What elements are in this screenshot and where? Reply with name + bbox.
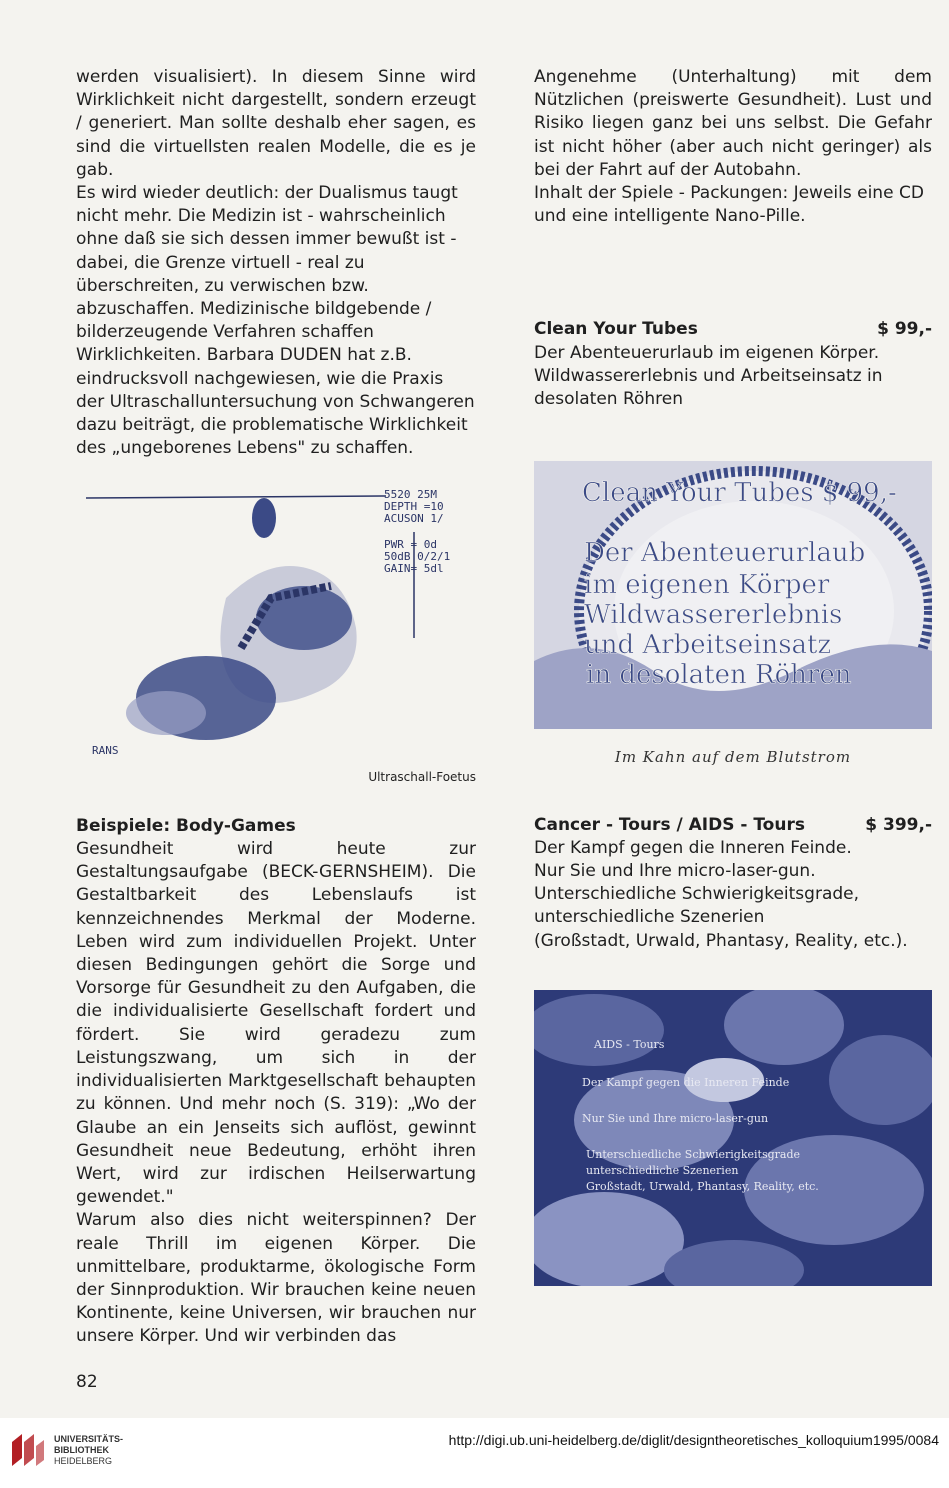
library-name-line: HEIDELBERG	[54, 1456, 113, 1466]
overlay-text: GAIN= 5dl	[384, 562, 444, 576]
overlay-text: 5520 25M	[384, 488, 437, 502]
image-text: Der Abenteuerurlaub	[584, 538, 866, 569]
image-text: und Arbeitseinsatz	[584, 630, 832, 661]
paragraph: Inhalt der Spiele - Packungen: Jeweils eine CD und eine intelligente Nano-Pille.	[534, 183, 924, 227]
paragraph: Es wird wieder deutlich: der Dualismus taugt nicht mehr. Die Medizin ist - wahrscheinlich ohne daß sie sich dessen immer bewußt ist - dabei, die Grenze virtuell - real zu überschreiten, zu verwischen bzw. abzuschaffen. Medizinische bildgebende / bilderzeugende Verfahren schaffen Wirklichkeiten. Barbara DUDEN hat z.B. eindrucksvoll nachgewiesen, wie die Praxis der Ultraschalluntersuchung von Schwangeren dazu beiträgt, die problematische Wirklichkeit des „ungeborenes Lebens" zu schaffen.	[76, 183, 475, 459]
overlay-text: PWR = 0d	[384, 538, 437, 552]
image-text: in desolaten Röhren	[586, 660, 852, 691]
image-text: AIDS - Tours	[594, 1037, 665, 1051]
image-text: Großstadt, Urwald, Phantasy, Reality, etc.	[586, 1179, 819, 1193]
image-text: unterschiedliche Szenerien	[586, 1163, 739, 1177]
paragraph: Warum also dies nicht weiterspinnen? Der reale Thrill im eigenen Körper. Die unmittelbare, produktarme, ökologische Form der Sinnproduktion. Wir brauchen keine neuen Kontinente, keine Universen, wir brauchen nur unsere Körper. Und wir verbinden das	[76, 1210, 476, 1347]
library-name	[54, 1434, 123, 1467]
product-name: Cancer - Tours / AIDS - Tours	[534, 814, 805, 835]
source-url-link[interactable]: http://digi.ub.uni-heidelberg.de/diglit/designtheoretisches_kolloquium1995/0084	[448, 1432, 939, 1448]
image-text: Unterschiedliche Schwierigkeitsgrade	[586, 1147, 801, 1161]
paragraph: werden visualisiert). In diesem Sinne wird Wirklichkeit nicht dargestellt, sondern erzeugt / generiert. Man sollte deshalb eher sagen, es sind die virtuellsten realen Modelle, die es je gab.	[76, 67, 476, 180]
image-text: Nur Sie und Ihre micro-laser-gun	[582, 1111, 769, 1125]
ultrasound-image	[76, 488, 476, 756]
left-column	[76, 66, 476, 1349]
product-description-line: Unterschiedliche Schwierigkeitsgrade, unterschiedliche Szenerien	[534, 884, 860, 928]
product-description-line: Der Kampf gegen die Inneren Feinde.	[534, 837, 852, 858]
product-description-line: (Großstadt, Urwald, Phantasy, Reality, etc.).	[534, 930, 908, 951]
cancer-tours-image	[534, 990, 932, 1293]
product-description: Der Abenteuerurlaub im eigenen Körper. Wildwassererlebnis und Arbeitseinsatz in desolaten Röhren	[534, 342, 883, 410]
product-description-line: Nur Sie und Ihre micro-laser-gun.	[534, 861, 816, 882]
tubes-illustration	[534, 461, 932, 729]
image-caption: Im Kahn auf dem Blutstrom	[614, 748, 852, 767]
image-text: Clean Your Tubes $ 99,-	[582, 478, 897, 509]
right-column	[534, 66, 932, 1293]
paragraph: Gesundheit wird heute zur Gestaltungsaufgabe (BECK-GERNSHEIM). Die Gestaltbarkeit des Lebenslaufs ist kennzeichnendes Merkmal der Moderne. Leben wird zum individuellen Projekt. Unter diesen Bedingungen gehört die Sorge und Vorsorge für Gesundheit zu den Aufgaben, die die individualisierte Gesellschaft fordert und fördert. Sie wird geradezu zum Leistungszwang, um sich in der individualisierten Marktgesellschaft behaupten zu können. Und mehr noch (S. 319): „Wo der Glaube an ein Jenseits sich auflöst, gewinnt Gesundheit neue Bedeutung, erhöht ihren Wert, wird zur irdischen Heilserwartung gewendet."	[76, 839, 476, 1208]
library-name-line: BIBLIOTHEK	[54, 1445, 109, 1455]
overlay-text: ACUSON 1/	[384, 512, 444, 526]
image-text: Wildwassererlebnis	[584, 600, 843, 631]
footer	[0, 1418, 949, 1488]
image-text: Der Kampf gegen die Inneren Feinde	[582, 1075, 790, 1089]
product-price: $ 399,-	[865, 814, 932, 835]
overlay-text: DEPTH =10	[384, 500, 444, 514]
clean-your-tubes-image	[534, 461, 932, 769]
paragraph: Angenehme (Unterhaltung) mit dem Nützlichen (preiswerte Gesundheit). Lust und Risiko liegen ganz bei uns selbst. Die Gefahr ist nicht höher (aber auch nicht geringer) als bei der Fahrt auf der Autobahn.	[534, 67, 932, 180]
library-logo-icon	[8, 1430, 48, 1470]
section-heading: Beispiele: Body-Games	[76, 815, 296, 836]
overlay-text: 50dB 0/2/1	[384, 550, 451, 564]
image-text: im eigenen Körper	[584, 570, 830, 601]
page-number: 82	[76, 1372, 98, 1392]
blood-cells-illustration	[534, 990, 932, 1286]
library-name-line: UNIVERSITÄTS-	[54, 1434, 124, 1444]
product-heading-clean-your-tubes	[534, 318, 932, 341]
ultrasound-figure	[76, 488, 476, 788]
product-name: Clean Your Tubes	[534, 319, 698, 340]
product-price: $ 99,-	[877, 319, 932, 340]
overlay-text: RANS	[92, 744, 119, 757]
figure-caption: Ultraschall-Foetus	[368, 769, 476, 784]
product-heading-cancer-tours	[534, 814, 932, 837]
